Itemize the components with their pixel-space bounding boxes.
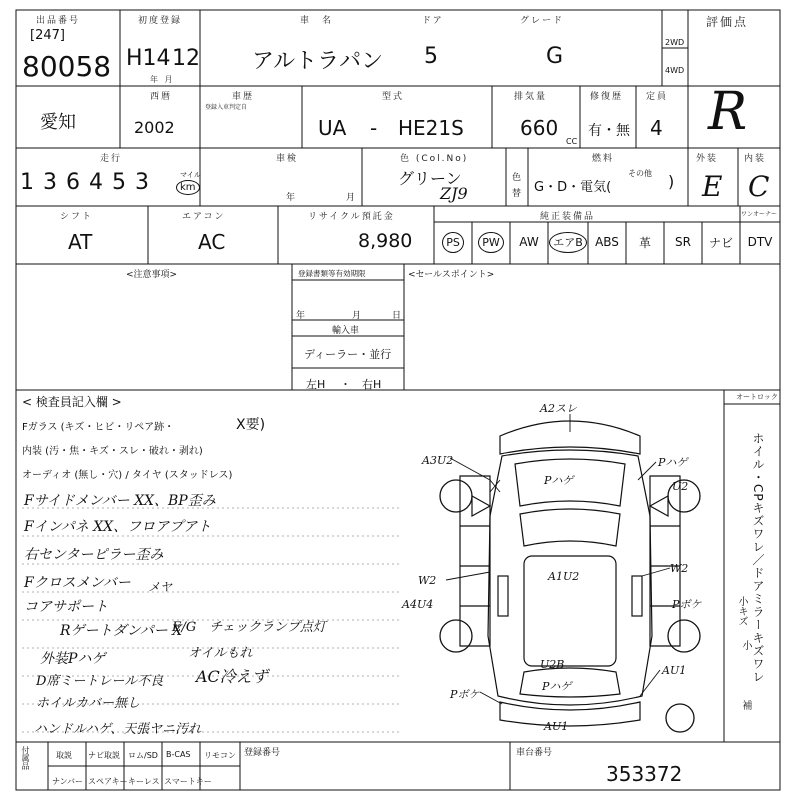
mark-rear-bumper: Pハゲ — [542, 680, 572, 693]
mark-hood: Pハゲ — [544, 474, 574, 487]
drive-4wd: 4WD — [665, 66, 685, 75]
side-note-small-scratch-b: 小 — [740, 640, 751, 650]
deadline-day: 日 — [392, 311, 402, 321]
mileage-digit: 3 — [43, 170, 57, 195]
repair-options: 有・無 — [588, 123, 630, 139]
mark-roof: A1U2 — [548, 570, 580, 583]
interior-grade: C — [748, 170, 770, 203]
dealer-parallel: ディーラー・並行 — [304, 348, 392, 361]
fuel-label: 燃料 — [592, 154, 615, 164]
accessory-manual: 取説 — [56, 751, 72, 760]
deadline-label: 登録書類等有効期限 — [298, 269, 366, 278]
deadline-month: 月 — [352, 311, 362, 321]
mileage-digit: 6 — [66, 170, 80, 195]
handle-left: 左H — [306, 378, 326, 391]
wheel-rear-right-icon — [668, 620, 700, 652]
lot-number: 80058 — [22, 50, 112, 83]
score-value: R — [708, 82, 748, 142]
wheel-rear-left-icon — [440, 620, 472, 652]
model-prefix: UA — [318, 116, 347, 140]
exterior-label: 外装 — [696, 154, 719, 164]
mark-rear-right: AU1 — [662, 664, 687, 677]
color-change-top: 色 — [512, 173, 522, 183]
mark-bottom: AU1 — [544, 720, 569, 733]
lot-bracket: [247] — [30, 28, 65, 43]
hand-note: D席ミートレール不良 — [36, 674, 164, 689]
hand-note: オイルもれ — [188, 646, 253, 661]
mileage-digit: 5 — [112, 170, 126, 195]
interior-label: 内装 — [744, 154, 767, 164]
accessory-bcas: B-CAS — [166, 750, 191, 759]
fuel-close: ) — [668, 172, 675, 191]
registration-year: H14 — [126, 46, 171, 71]
hand-note: ハンドルハゲ、天張ヤニ汚れ — [34, 722, 202, 737]
fuel-other: その他 — [628, 169, 652, 178]
first-registration-label: 初度登録 — [138, 16, 183, 26]
color-label: 色 (Col.No) — [400, 154, 469, 164]
mark-front-right-b: U2 — [672, 480, 689, 493]
mark-rear-left: Pボケ — [450, 688, 480, 701]
area-value: 愛知 — [40, 112, 76, 133]
mark-left-a: W2 — [418, 574, 437, 587]
accessory-navi-manual: ナビ取説 — [88, 751, 120, 760]
hand-note: AC冷えず — [196, 667, 268, 686]
hand-note: メヤ — [148, 580, 173, 594]
accessories-label: 付属品 — [21, 746, 30, 770]
history-sub-label: 登録入車判定自 — [205, 104, 248, 111]
equip-airbag: エアB — [548, 224, 588, 260]
mileage-digit: 4 — [89, 170, 103, 195]
mileage-digit: 3 — [135, 170, 149, 195]
mark-left-b: A4U4 — [402, 598, 434, 611]
registration-unit: 年 月 — [150, 75, 175, 84]
drive-2wd: 2WD — [665, 38, 685, 47]
auto-lock-label: オートロック — [736, 393, 778, 401]
recycle-value: 8,980 — [358, 230, 413, 252]
mark-right-a: W2 — [670, 562, 689, 575]
accessory-rom-sd: ロム/SD — [128, 751, 158, 760]
mileage-digit: 1 — [20, 170, 34, 195]
shift-label: シフト — [60, 212, 94, 222]
mileage-unit-mile: マイル — [180, 171, 201, 179]
registration-month: 12 — [172, 46, 200, 71]
mark-front-right-a: Pハゲ — [658, 456, 688, 469]
chassis-number: 353372 — [606, 762, 683, 786]
chassis-number-label: 車台番号 — [516, 748, 553, 758]
side-note-small-scratch-a: 小キズ — [736, 596, 747, 626]
mark-front-left: A3U2 — [422, 454, 454, 467]
glass-text: Fガラス (キズ・ヒビ・リペア跡・ — [22, 422, 175, 433]
registration-number-label: 登録番号 — [244, 748, 281, 758]
model-code: HE21S — [398, 116, 464, 140]
repair-label: 修復歴 — [590, 92, 624, 102]
equip-ps: PS — [434, 224, 472, 260]
spare-wheel-icon — [666, 704, 694, 732]
equip-pw: PW — [472, 224, 510, 260]
handle-separator: ・ — [340, 378, 351, 391]
mark-front-bumper: A2スレ — [540, 402, 577, 415]
caution-label: <注意事項> — [126, 270, 178, 280]
hand-note: Fインパネ XX、フロアプアト — [24, 519, 212, 535]
car-name-label: 車 名 — [300, 16, 334, 26]
mileage-unit-km: km — [176, 180, 200, 195]
aircon-label: エアコン — [182, 212, 226, 222]
exterior-grade: E — [702, 170, 723, 203]
capacity-value: 4 — [650, 116, 663, 140]
color-change-bottom: 替 — [512, 189, 522, 199]
hand-note: Fサイドメンバー XX、BP歪み — [24, 493, 216, 509]
hand-note: Rゲートダンパー X — [60, 623, 183, 639]
equip-navi: ナビ — [708, 235, 733, 250]
hand-note: コアサポート — [24, 599, 108, 615]
equip-sunroof: SR — [675, 235, 691, 249]
score-label: 評価点 — [706, 15, 749, 29]
capacity-label: 定員 — [646, 92, 669, 102]
aircon-value: AC — [198, 230, 226, 254]
shift-value: AT — [68, 230, 93, 254]
inspection-year-unit: 年 — [286, 193, 296, 203]
car-diagram — [402, 396, 720, 742]
door-count: 5 — [424, 44, 438, 69]
equipment-label: 純正装備品 — [540, 212, 596, 222]
inspection-label: 車検 — [276, 154, 299, 164]
mark-right-b: Pボケ — [672, 598, 702, 611]
equip-aw: AW — [519, 235, 539, 249]
hand-note: E/G チェックランプ点灯 — [172, 620, 326, 635]
equip-abs: ABS — [595, 235, 619, 249]
inspector-title: < 検査員記入欄 > — [22, 395, 122, 409]
model-dash: - — [370, 116, 378, 140]
inspection-month-unit: 月 — [346, 193, 356, 203]
car-name: アルトラパン — [252, 49, 384, 74]
accessory-number-plate: ナンバー — [52, 777, 84, 786]
accessory-spare-key: スペアキー — [88, 777, 128, 786]
glass-mark: X要) — [236, 417, 266, 433]
equip-leather: 革 — [638, 235, 651, 250]
year-value: 2002 — [134, 118, 175, 137]
side-note-column: ホイル・CPキズワレ／ドアミラーキズワレ — [751, 432, 765, 684]
handle-right: 右H — [362, 378, 382, 391]
deadline-year: 年 — [296, 311, 306, 321]
audio-tire-text: オーディオ (無し・穴) / タイヤ (スタッドレス) — [22, 470, 233, 481]
grade-value: G — [546, 44, 564, 69]
mark-trunk: U2B — [540, 658, 565, 671]
wheel-front-left-icon — [440, 480, 472, 512]
history-label: 車歴 — [232, 92, 255, 102]
mileage-label: 走行 — [100, 154, 123, 164]
displacement-label: 排気量 — [514, 92, 548, 102]
year-label: 西暦 — [150, 92, 173, 102]
import-label: 輸入車 — [332, 326, 360, 336]
accessory-remote: リモコン — [204, 751, 236, 760]
displacement-value: 660 — [520, 116, 559, 140]
accessory-smart-key: スマートキー — [164, 777, 212, 786]
color-value: グリーン — [398, 169, 462, 188]
displacement-unit: CC — [566, 137, 578, 146]
hand-note: 外装Pハゲ — [40, 651, 106, 667]
side-note-repair: 補 — [740, 700, 751, 710]
hand-note: 右センターピラー歪み — [24, 547, 164, 563]
recycle-label: リサイクル預託金 — [308, 212, 395, 222]
equip-dtv: DTV — [747, 235, 773, 249]
lot-number-label: 出品番号 — [36, 16, 81, 26]
model-label: 型式 — [382, 92, 405, 102]
hand-note: ホイルカバー無し — [36, 696, 141, 711]
one-owner-label: ワンオーナー — [741, 211, 778, 218]
accessory-keyless: キーレス — [128, 777, 160, 786]
interior-text: 内装 (汚・焦・キズ・スレ・破れ・剥れ) — [22, 446, 203, 457]
fuel-options: G・D・電気( — [534, 180, 612, 195]
door-label: ドア — [422, 16, 444, 26]
hand-note: Fクロスメンバー — [24, 575, 131, 591]
sales-point-label: <セールスポイント> — [408, 270, 495, 280]
mileage-digits — [20, 170, 149, 195]
grade-label: グレード — [520, 16, 565, 26]
color-code: ZJ9 — [440, 184, 468, 203]
